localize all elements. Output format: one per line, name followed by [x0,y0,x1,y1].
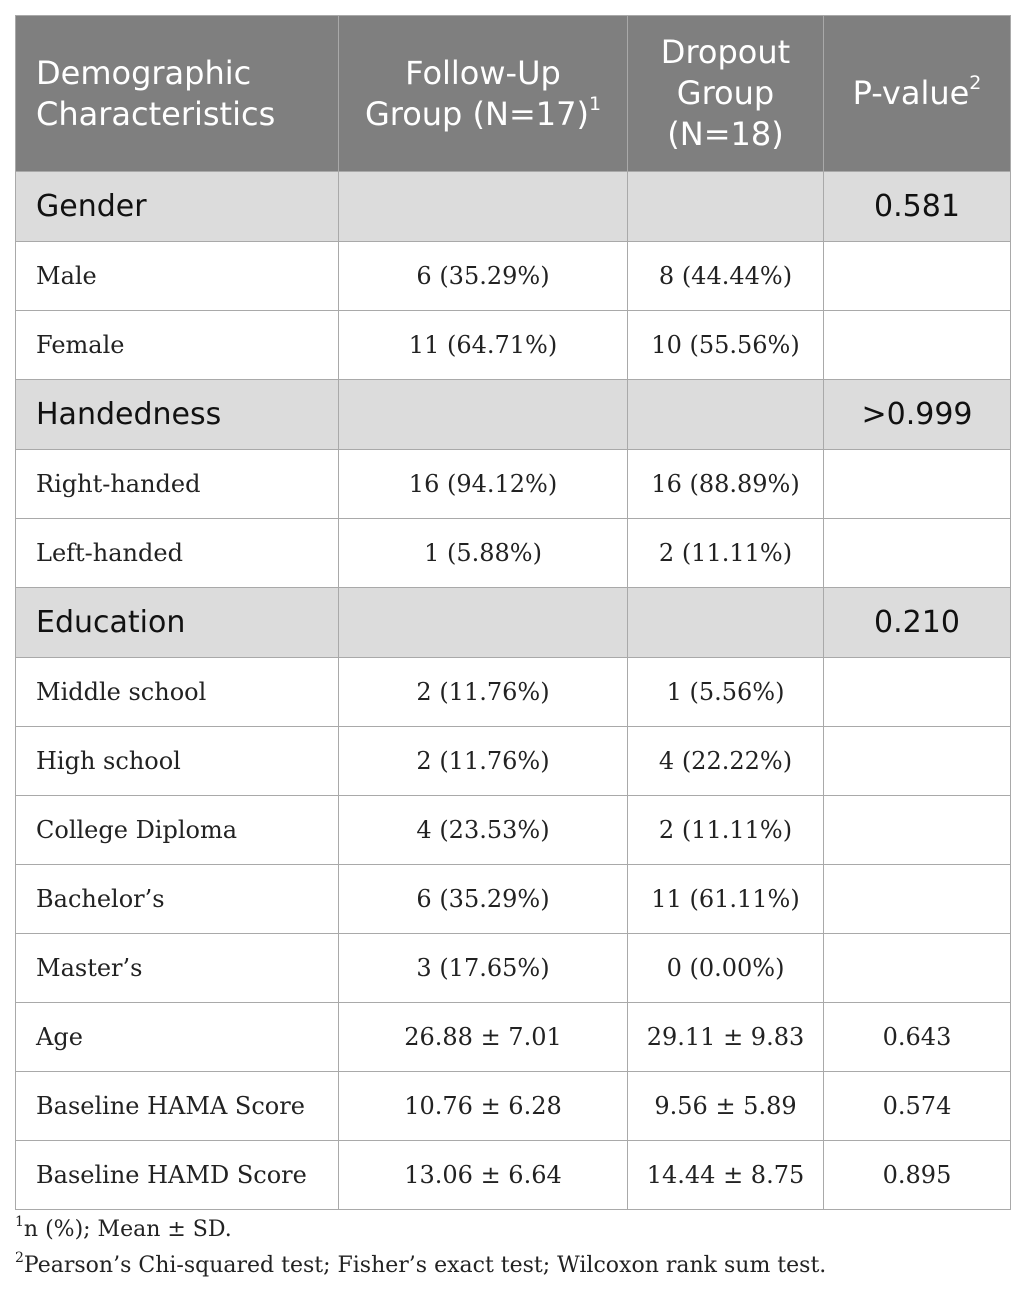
table-row [16,796,1011,865]
table-row [16,658,1011,727]
dropout-value: 11 (61.11%) [628,865,824,934]
dropout-value: 4 (22.22%) [628,727,824,796]
row-label: Baseline HAMD Score [16,1141,339,1210]
row-label: Bachelor’s [16,865,339,934]
section-p-value: 0.210 [824,588,1011,658]
empty-cell [824,658,1011,727]
dropout-value: 9.56 ± 5.89 [628,1072,824,1141]
footnote-text: Pearson’s Chi-squared test; Fisher’s exact test; Wilcoxon rank sum test. [23,1253,827,1278]
follow-up-value: 6 (35.29%) [339,865,628,934]
empty-cell [339,172,628,242]
header-col2-line1: Follow-Up [405,53,561,92]
row-label: Baseline HAMA Score [16,1072,339,1141]
table-row [16,865,1011,934]
follow-up-value: 16 (94.12%) [339,450,628,519]
follow-up-value: 13.06 ± 6.64 [339,1141,628,1210]
header-row [16,16,1011,172]
empty-cell [339,380,628,450]
row-label: Right-handed [16,450,339,519]
row-label: College Diploma [16,796,339,865]
empty-cell [628,172,824,242]
header-col2-footnote-mark: 1 [588,92,602,115]
empty-cell [824,934,1011,1003]
dropout-value: 8 (44.44%) [628,242,824,311]
follow-up-value: 6 (35.29%) [339,242,628,311]
row-label: Master’s [16,934,339,1003]
header-follow-up-group [339,16,628,172]
dropout-value: 2 (11.11%) [628,519,824,588]
footnote-mark: 2 [15,1250,24,1266]
follow-up-value: 10.76 ± 6.28 [339,1072,628,1141]
table-row [16,1072,1011,1141]
follow-up-value: 2 (11.76%) [339,658,628,727]
section-label: Education [16,588,339,658]
row-label: Age [16,1003,339,1072]
table-row [16,727,1011,796]
empty-cell [628,588,824,658]
p-value: 0.643 [824,1003,1011,1072]
follow-up-value: 1 (5.88%) [339,519,628,588]
header-dropout-group [628,16,824,172]
empty-cell [339,588,628,658]
dropout-value: 10 (55.56%) [628,311,824,380]
table-row [16,242,1011,311]
section-label: Gender [16,172,339,242]
footnotes [15,1212,1010,1284]
footnote-2 [15,1248,1010,1284]
footnote-text: n (%); Mean ± SD. [23,1217,232,1242]
table-row [16,311,1011,380]
header-col3-line3: (N=18) [667,115,784,153]
demographics-table [15,15,1011,1210]
table-row [16,934,1011,1003]
section-row-gender [16,172,1011,242]
footnote-mark: 1 [15,1214,24,1230]
header-col3-line2: Group [676,74,775,112]
row-label: Left-handed [16,519,339,588]
follow-up-value: 3 (17.65%) [339,934,628,1003]
row-label: Female [16,311,339,380]
follow-up-value: 11 (64.71%) [339,311,628,380]
section-row-education [16,588,1011,658]
table-row [16,519,1011,588]
empty-cell [628,380,824,450]
header-col4-text: P-value [852,74,970,112]
table-row [16,1003,1011,1072]
dropout-value: 2 (11.11%) [628,796,824,865]
p-value: 0.574 [824,1072,1011,1141]
section-row-handedness [16,380,1011,450]
empty-cell [824,242,1011,311]
dropout-value: 14.44 ± 8.75 [628,1141,824,1210]
dropout-value: 16 (88.89%) [628,450,824,519]
header-col1-line1: Demographic [36,53,252,92]
empty-cell [824,727,1011,796]
empty-cell [824,796,1011,865]
follow-up-value: 2 (11.76%) [339,727,628,796]
table-row [16,1141,1011,1210]
footnote-1 [15,1212,1010,1248]
follow-up-value: 4 (23.53%) [339,796,628,865]
row-label: Male [16,242,339,311]
section-p-value: 0.581 [824,172,1011,242]
header-demographic-characteristics [16,16,339,172]
empty-cell [824,519,1011,588]
section-label: Handedness [16,380,339,450]
dropout-value: 29.11 ± 9.83 [628,1003,824,1072]
header-col3-line1: Dropout [660,33,791,71]
table-row [16,450,1011,519]
section-p-value: >0.999 [824,380,1011,450]
row-label: Middle school [16,658,339,727]
dropout-value: 0 (0.00%) [628,934,824,1003]
dropout-value: 1 (5.56%) [628,658,824,727]
empty-cell [824,450,1011,519]
header-col1-line2: Characteristics [36,94,276,133]
header-col4-footnote-mark: 2 [969,72,982,94]
p-value: 0.895 [824,1141,1011,1210]
header-p-value [824,16,1011,172]
empty-cell [824,311,1011,380]
follow-up-value: 26.88 ± 7.01 [339,1003,628,1072]
header-col2-line2: Group (N=17) [364,94,589,133]
empty-cell [824,865,1011,934]
row-label: High school [16,727,339,796]
